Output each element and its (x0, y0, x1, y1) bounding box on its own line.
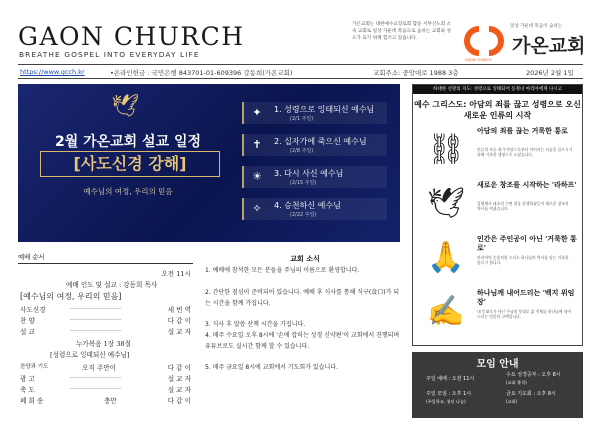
step-date: (2/22 주일) (290, 212, 317, 218)
sermon-step-2 (242, 134, 387, 156)
order-leader: 예배 인도 및 설교 : 강동희 목사 (66, 281, 158, 289)
news-item: 1. 예배에 참석한 모든 분들을 주님의 이름으로 환영합니다. (205, 267, 360, 274)
order-item-label: 축 도 (20, 386, 35, 394)
meeting-title: 모임 안내 (476, 359, 519, 370)
meeting-info-box (412, 352, 583, 418)
order-item-line: ----------------------- (70, 315, 122, 323)
panel-item-4 (413, 287, 582, 337)
theology-panel (412, 84, 583, 346)
order-item-label: 광 고 (20, 375, 35, 383)
news-item: 5. 매주 금요일 8시에 교회에서 기도회가 있습니다. (205, 364, 339, 371)
order-item-line: ----------------------- (70, 326, 122, 334)
church-title: GAON CHURCH (18, 22, 245, 51)
panel-item-head: 하나님께 내어드리는 '백지 위임장' (477, 289, 575, 306)
order-heading: 예배 순서 (18, 252, 193, 264)
sermon-banner (18, 84, 400, 242)
meeting-friday-prayer: 금요 기도회 : 오후 8시 (506, 391, 556, 397)
ascension-icon: ✧ (252, 202, 262, 215)
order-item-label: 사도신경 (20, 306, 46, 314)
online-offering: •온라인헌금 : 국민은행 843701-01-609396 강동희(가온교회) (110, 69, 293, 77)
bulletin-date: 2026년 2월 1일 (526, 69, 574, 77)
worship-order (18, 252, 193, 418)
meeting-sunday-group: 주일 모임 : 오후 1시 (426, 391, 472, 397)
order-theme: [예수님의 여정, 우리의 믿음] (20, 292, 122, 301)
church-news (205, 252, 405, 418)
logo-name: 가온교회 (512, 35, 586, 57)
order-item-by: 설 교 자 (167, 328, 191, 336)
meeting-wednesday-study: 수요 성경공부 : 오후 8시 (506, 372, 561, 378)
church-intro: 가온교회는 대한예수교장로회 합동 서부산노회 소속 교회로 일상 가운데 복음으로 숨쉬는 교회와 성도가 되기 위해 힘쓰고 있습니다. (352, 22, 452, 42)
panel-item-head: 인간은 주인공이 아닌 '거룩한 통로' (477, 235, 577, 252)
sermon-step-1 (242, 102, 387, 124)
step-label: 1. 성령으로 잉태되신 예수님 (274, 105, 375, 114)
panel-item-desc: 내 뜻대로가 아닌 주님의 뜻대로 삶 전체를 하나님께 내어드리는 믿음의 고백입니다. (477, 309, 572, 320)
dove-icon: 🕊 (426, 186, 466, 221)
order-item-by: 새 번 역 (167, 306, 191, 314)
banner-title: 2월 가온교회 설교 일정 (54, 134, 202, 150)
order-item-by: 설 교 자 (167, 386, 191, 394)
news-item: 4. 매주 수요일 오후 8시에 '손에 잡히는 성경 신약편'이 교회에서 진행되며 유튜브로도 실시간 함께 할 수 있습니다. (205, 332, 400, 350)
sermon-step-3 (242, 166, 387, 188)
order-item-label: 설 교 (20, 328, 35, 336)
cross-icon: ✝ (252, 138, 262, 151)
sermon-step-4 (242, 198, 387, 220)
meeting-sunday-worship: 주일 예배 : 오전 11시 (426, 376, 475, 382)
panel-item-2 (413, 179, 582, 229)
order-item-line: ----------------------- (70, 304, 122, 312)
broken-chain-icon: ⛓ (426, 132, 466, 167)
order-sermon-title: [성령으로 잉태되신 예수님] (50, 351, 130, 359)
panel-item-head: 아담의 죄를 끊는 거룩한 통로 (477, 127, 568, 135)
step-date: (2/8 주일) (290, 148, 314, 154)
panel-item-1 (413, 125, 582, 175)
info-bar (18, 64, 583, 79)
logo-english: GAON CHURCH (465, 58, 492, 62)
church-subtitle: BREATHE GOSPEL INTO EVERYDAY LIFE (19, 50, 200, 59)
step-label: 2. 십자가에 죽으신 예수님 (274, 137, 367, 146)
church-address: 교회주소: 중앙대로 1988 3층 (373, 69, 459, 77)
step-label: 4. 승천하신 예수님 (274, 201, 341, 210)
step-label: 3. 다시 사신 예수님 (274, 169, 344, 178)
step-date: (2/1 주일) (290, 116, 314, 122)
news-heading: 교회 소식 (290, 255, 320, 263)
meeting-friday-note: (교회) (506, 399, 518, 404)
panel-item-3 (413, 233, 582, 283)
order-item-by: 다 같 이 (167, 317, 191, 325)
order-item-line: 오직 주만이 (82, 364, 116, 372)
website-link[interactable]: https://www.gcch.kr (20, 68, 85, 76)
panel-top-caption: 하대한 선망의 지도: 성령으로 잉태되어 동정녀 마리아에게 나시고 (413, 85, 582, 94)
order-item-line: 충만 (104, 397, 117, 405)
meeting-sunday-group-note: (주일학교, 청년 나눔) (426, 399, 466, 404)
order-item-line: ----------------------- (70, 373, 122, 381)
logo-tagline: 일상 가운데 복음이 숨쉬는 (510, 24, 563, 29)
panel-item-desc: 인류의 모든 죄가 아담으로부터 이어지는 사슬을 끊으시기 위해 거룩한 생명으로 오셨습니다. (477, 147, 573, 158)
order-time: 오전 11시 (161, 270, 191, 278)
news-item: 3. 식사 후 말씀 산책 시간을 가집니다. (205, 321, 306, 328)
meeting-wednesday-note: (교회 출석) (506, 380, 527, 385)
panel-item-desc: 마리아의 순종처럼 우리도 하나님의 역사를 담는 거룩한 통로가 됩니다. (477, 255, 569, 266)
order-item-by: 다 같 이 (167, 364, 191, 372)
step-date: (2/15 주일) (290, 180, 317, 186)
news-item: 2. 간단한 점심이 준비되어 있습니다. 예배 후 식사를 통해 식구(食口)가 되는 시간을 함께 가집니다. (205, 289, 400, 307)
order-item-line: ----------------------- (70, 384, 122, 392)
praying-figure-icon: 🙏 (427, 240, 465, 275)
dove-icon: 🕊 (111, 94, 139, 119)
banner-subtitle: 예수님의 여정, 우리의 믿음 (83, 187, 173, 196)
logo-icon (462, 24, 506, 58)
order-item-label: 찬양과 기도 (20, 364, 49, 370)
church-logo (462, 24, 506, 58)
tomb-icon: ☀ (252, 170, 262, 183)
dove-icon: ✦ (252, 106, 262, 119)
order-item-label: 폐 회 송 (20, 397, 44, 405)
document-hand-icon: ✍ (427, 294, 465, 329)
panel-item-head: 새로운 창조를 시작하는 '라하프' (477, 181, 577, 189)
order-scripture: 누가복음 1장 38절 (76, 340, 131, 348)
panel-title: 예수 그리스도: 아담의 죄를 끊고 성령으로 오신 새로운 인류의 시작 (414, 100, 581, 120)
panel-item-desc: 성령께서 태초의 수면 위를 운행하셨듯이 새로운 창조의 역사를 여셨습니다. (477, 201, 569, 212)
banner-series: [사도신경 강해] (40, 151, 220, 177)
order-item-by: 설 교 자 (167, 375, 191, 383)
order-item-label: 찬 양 (20, 317, 35, 325)
order-item-by: 다 같 이 (167, 397, 191, 405)
